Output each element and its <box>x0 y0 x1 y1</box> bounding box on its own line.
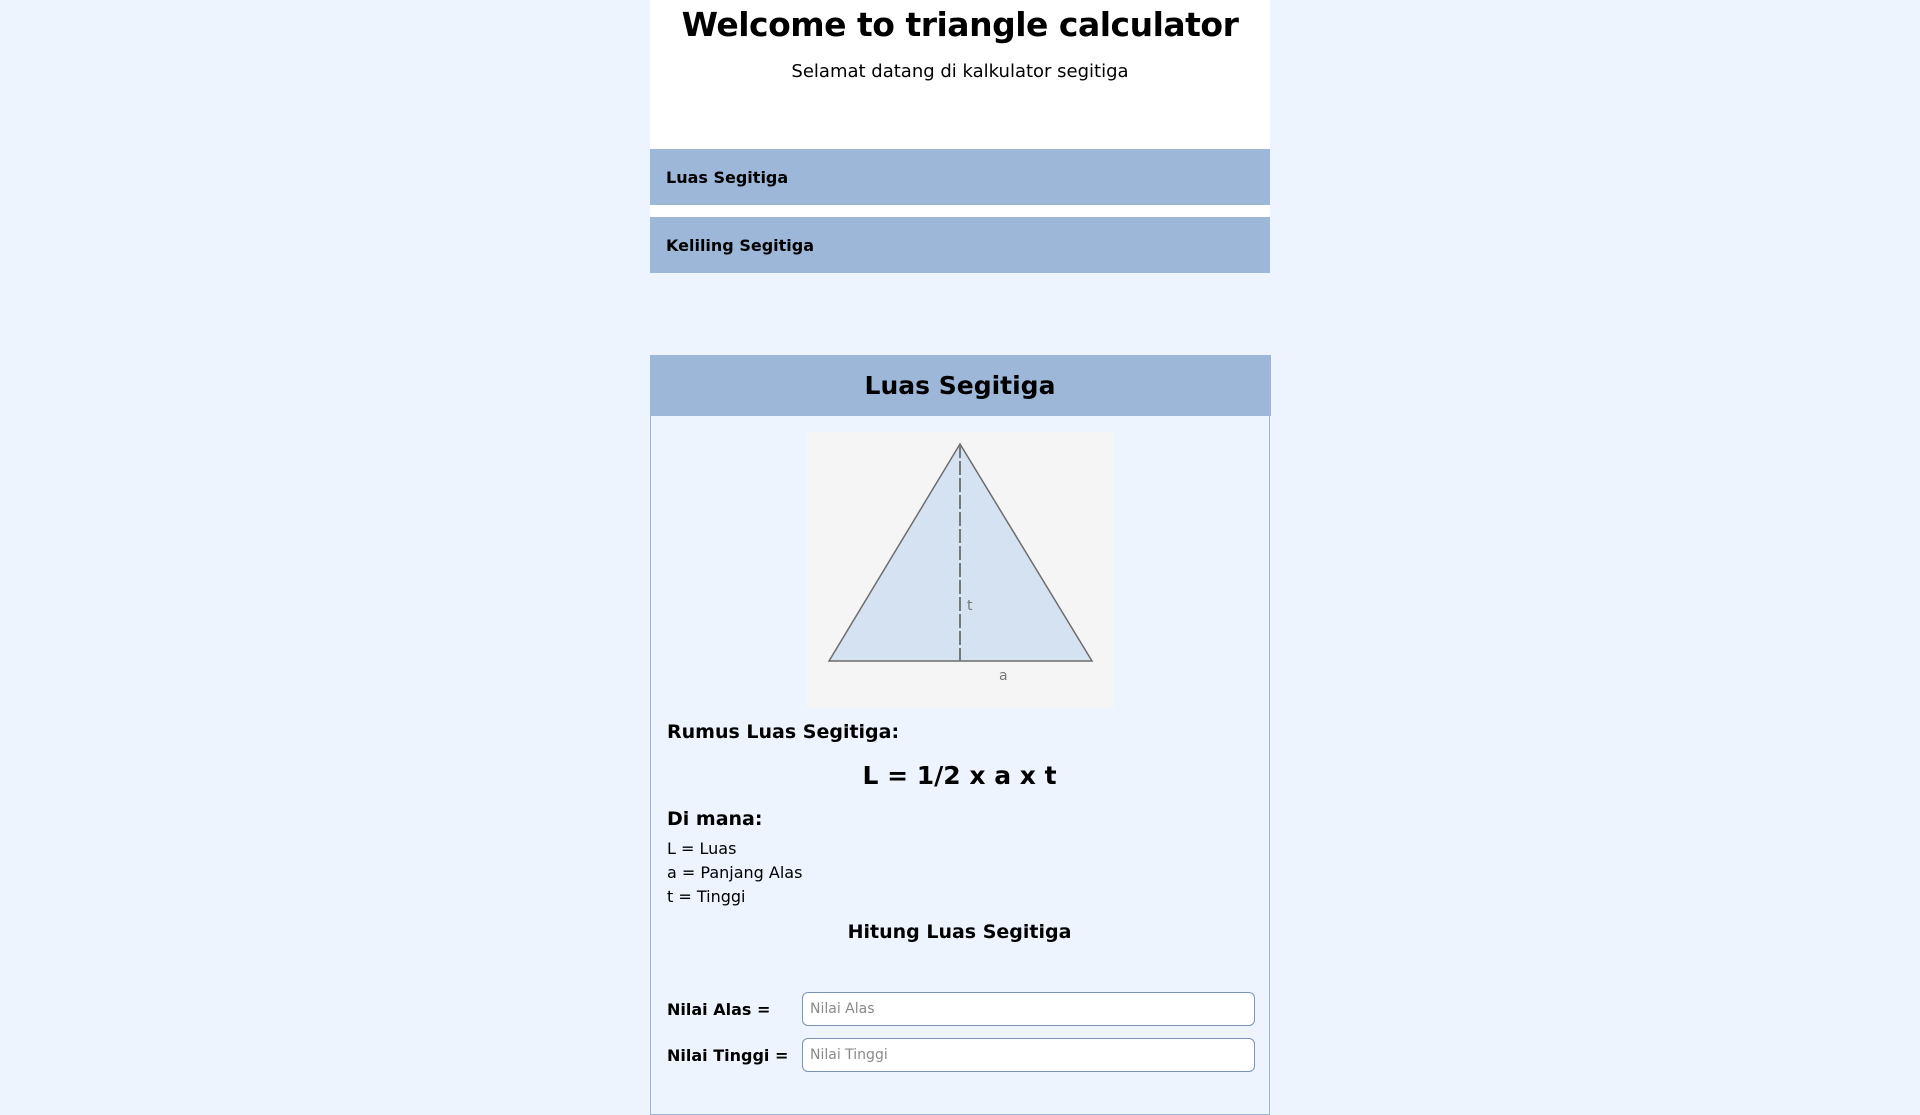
nav-button-luas-segitiga[interactable]: Luas Segitiga <box>650 149 1270 205</box>
variable-list <box>667 837 802 909</box>
where-heading: Di mana: <box>667 808 763 830</box>
base-input-row <box>667 992 1257 1026</box>
triangle-figure <box>807 432 1114 708</box>
height-input-row <box>667 1038 1257 1072</box>
page-title: Welcome to triangle calculator <box>681 5 1239 44</box>
page-subtitle: Selamat datang di kalkulator segitiga <box>791 61 1129 82</box>
calculate-heading: Hitung Luas Segitiga <box>847 921 1072 943</box>
nav-divider <box>650 205 1270 217</box>
nav-button-keliling-segitiga[interactable]: Keliling Segitiga <box>650 217 1270 273</box>
height-label: t <box>967 598 973 614</box>
hero-header <box>650 0 1270 149</box>
variable-item-tinggi: t = Tinggi <box>667 887 746 906</box>
height-input[interactable] <box>802 1038 1255 1072</box>
formula-heading: Rumus Luas Segitiga: <box>667 721 900 743</box>
base-input[interactable] <box>802 992 1255 1026</box>
variable-item-luas: L = Luas <box>667 839 737 858</box>
height-input-label: Nilai Tinggi = <box>667 1045 789 1065</box>
base-input-label: Nilai Alas = <box>667 999 771 1019</box>
formula-text: L = 1/2 x a x t <box>862 761 1057 790</box>
triangle-diagram-icon <box>807 432 1114 708</box>
base-label: a <box>999 668 1008 684</box>
card-title: Luas Segitiga <box>650 355 1271 416</box>
variable-item-alas: a = Panjang Alas <box>667 863 803 882</box>
page-container <box>650 0 1270 273</box>
luas-segitiga-card <box>650 355 1270 1115</box>
calculator-nav <box>650 149 1270 273</box>
